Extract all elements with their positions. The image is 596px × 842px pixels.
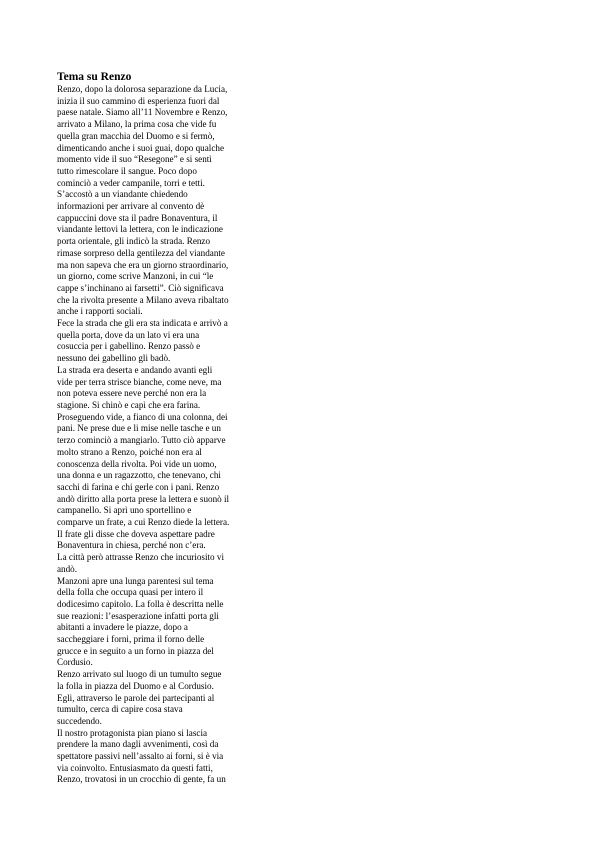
body-text-line: Cordusio. bbox=[57, 657, 93, 668]
body-text-line: La città però attrasse Renzo che incuriosito vi bbox=[57, 552, 224, 563]
body-text-line: quella gran macchia del Duomo e si fermò, bbox=[57, 130, 215, 141]
body-text-line: la folla in piazza del Duomo e al Cordusio. bbox=[57, 680, 214, 691]
body-text-line: non poteva essere neve perché non era la bbox=[57, 388, 207, 399]
body-text-line: momento vide il suo “Resegone” e si sentì bbox=[57, 154, 212, 165]
body-text-line: campanello. Si aprì uno sportellino e bbox=[57, 505, 192, 516]
body-text-line: una donna e un ragazzotto, che tenevano, chi bbox=[57, 470, 221, 481]
body-text-line: Renzo arrivato sul luogo di un tumulto segue bbox=[57, 669, 222, 680]
body-text-line: succedendo. bbox=[57, 715, 102, 726]
body-text-line: viandante lettovi la lettera, con le indicazione bbox=[57, 224, 223, 235]
body-text-line: cominciò a veder campanile, torri e tetti. bbox=[57, 177, 205, 188]
body-text-line: Bonaventura in chiesa, perché non c’era. bbox=[57, 540, 206, 551]
body-text-line: grucce e in seguito a un forno in piazza del bbox=[57, 645, 214, 656]
body-text-line: spettatore passivi nell’assalto ai forni, si è via bbox=[57, 751, 224, 762]
body-text-line: sue reazioni: l’esasperazione infatti porta gli bbox=[57, 610, 219, 621]
body-text-line: cappuccini dove sta il padre Bonaventura, il bbox=[57, 212, 218, 223]
body-text-line: La strada era deserta e andando avanti egli bbox=[57, 364, 213, 375]
body-text-line: comparve un frate, a cui Renzo diede la lettera. bbox=[57, 517, 230, 528]
body-text-line: cappe s’inchinano ai farsetti”. Ciò significava bbox=[57, 282, 224, 293]
body-text-line: anche i rapporti sociali. bbox=[57, 306, 143, 317]
body-text-line: sacchi di farina e chi gerle con i pani. Renzo bbox=[57, 481, 220, 492]
body-text-line: della folla che occupa quasi per intero il bbox=[57, 587, 204, 598]
body-text-line: Egli, attraverso le parole dei partecipanti al bbox=[57, 692, 215, 703]
body-text-line: dodicesimo capitolo. La folla è descritta nelle bbox=[57, 598, 224, 609]
body-text-line: conoscenza della rivolta. Poi vide un uomo, bbox=[57, 458, 217, 469]
body-text-line: dimenticando anche i suoi guai, dopo qualche bbox=[57, 142, 224, 153]
body-text-line: S’accostò a un viandante chiedendo bbox=[57, 189, 188, 200]
body-text-line: nessuno dei gabellino gli badò. bbox=[57, 353, 171, 364]
body-text-line: paese natale. Siamo all’11 Novembre e Renzo, bbox=[57, 107, 228, 118]
body-text-line: Manzoni apre una lunga parentesi sul tema bbox=[57, 575, 214, 586]
body-text-line: Fece la strada che gli era sta indicata e arrivò a bbox=[57, 318, 228, 329]
body-text-line: quella porta, dove da un lato vi era una bbox=[57, 329, 200, 340]
body-text-line: cosuccia per i gabellino. Renzo passò e bbox=[57, 341, 201, 352]
body-text-line: tutto rimescolare il sangue. Poco dopo bbox=[57, 165, 197, 176]
body-text-line: Renzo, dopo la dolorosa separazione da Lucia, bbox=[57, 84, 228, 94]
body-text-line: terzo cominciò a mangiarlo. Tutto ciò apparve bbox=[57, 435, 226, 446]
body-text-line: molto strano a Renzo, poiché non era al bbox=[57, 446, 202, 457]
body-text-line: andò. bbox=[57, 563, 78, 574]
document-title: Tema su Renzo bbox=[57, 71, 132, 83]
body-text-line: arrivato a Milano, la prima cosa che vide fu bbox=[57, 119, 217, 130]
body-text-line: ma non sapeva che era un giorno straordinario, bbox=[57, 259, 229, 270]
body-text-line: stagione. Si chinò e capì che era farina. bbox=[57, 399, 201, 410]
body-text-line: via coinvolto. Entusiasmato da questi fatti, bbox=[57, 762, 213, 773]
body-text-line: Proseguendo vide, a fianco di una colonna, dei bbox=[57, 411, 228, 422]
body-text-line: un giorno, come scrive Manzoni, in cui “le bbox=[57, 271, 214, 282]
body-text-line: tumulto, cerca di capire cosa stava bbox=[57, 704, 183, 715]
document-body bbox=[57, 84, 257, 786]
body-text-line: abitanti a invadere le piazze, dopo a bbox=[57, 622, 188, 633]
body-text-line: Il nostro protagonista pian piano si lascia bbox=[57, 727, 208, 738]
body-text-line: inizia il suo cammino di esperienza fuori dal bbox=[57, 95, 220, 106]
body-text-line: saccheggiare i forni, prima il forno delle bbox=[57, 634, 205, 645]
body-text-line: vide per terra strisce bianche, come neve, ma bbox=[57, 376, 222, 387]
body-text-line: informazioni per arrivare al convento dè bbox=[57, 201, 205, 212]
body-text-line: Il frate gli disse che doveva aspettare padre bbox=[57, 528, 215, 539]
body-text-line: porta orientale, gli indicò la strada. Renzo bbox=[57, 236, 211, 247]
body-text-line: andò diritto alla porta prese la lettera e suonò il bbox=[57, 493, 230, 504]
body-text-line: pani. Ne prese due e li mise nelle tasche e un bbox=[57, 423, 221, 434]
body-text-line: prendere la mano dagli avvenimenti, così da bbox=[57, 739, 219, 750]
document-page bbox=[57, 70, 257, 786]
body-text-line: Renzo, trovatosi in un crocchio di gente, fa un bbox=[57, 774, 226, 785]
body-text-line: che la rivolta presente a Milano aveva ribaltato bbox=[57, 294, 229, 305]
body-text-line: rimase sorpreso della gentilezza del viandante bbox=[57, 247, 225, 258]
